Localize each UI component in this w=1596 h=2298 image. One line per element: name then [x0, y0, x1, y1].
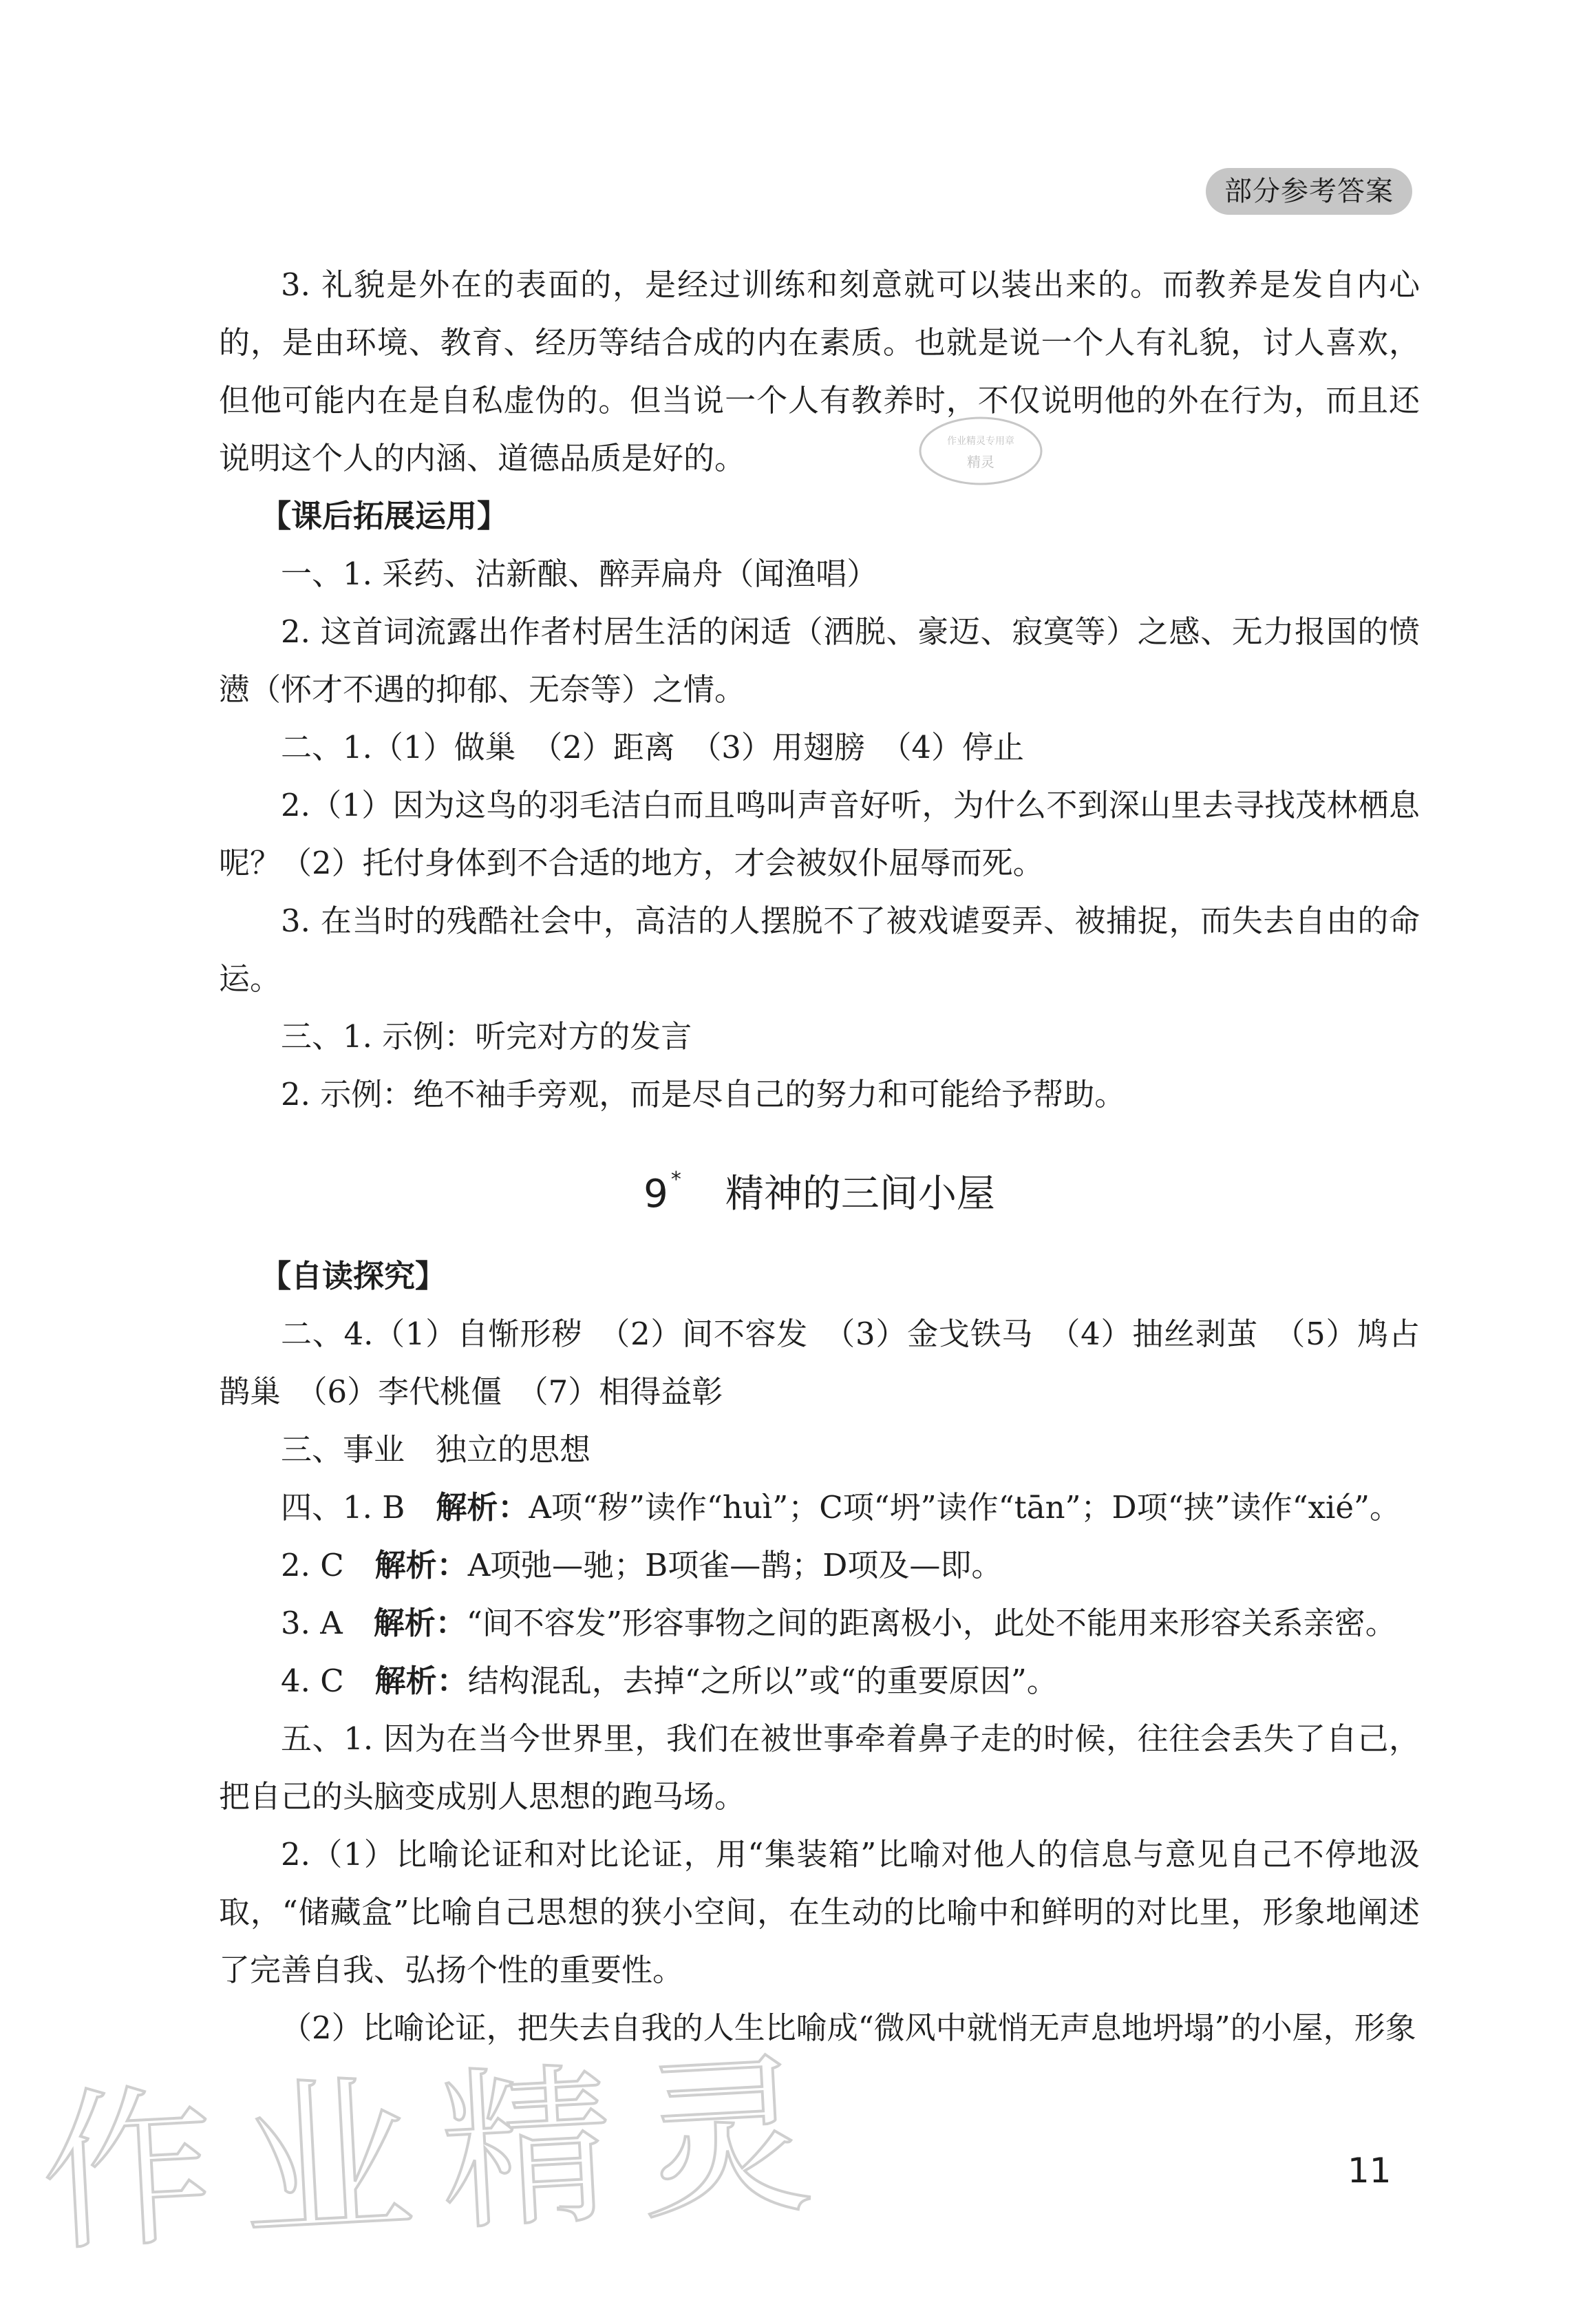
analysis-text: 结构混乱，去掉“之所以”或“的重要原因”。	[467, 1663, 1058, 1699]
lesson-number: 9	[643, 1172, 668, 1216]
answer-body	[219, 256, 1420, 2057]
analysis-label: 解析：	[373, 1605, 467, 1641]
extension-item: 2. 示例：绝不袖手旁观，而是尽自己的努力和可能给予帮助。	[281, 1076, 1126, 1113]
answer-prefix: 四、1. B	[281, 1489, 436, 1526]
stamp-line-1: 作业精灵专用章	[947, 436, 1014, 447]
answer-prefix: 2. C	[281, 1547, 375, 1583]
self-study-item: 三、事业 独立的思想	[281, 1431, 591, 1468]
self-study-item: 2.（1）比喻论证和对比论证，用“集装箱”比喻对他人的信息与意见自己不停地汲取，“储藏盒”比喻自己思想的狭小空间，在生动的比喻中和鲜明的对比里，形象地阐述了完善自我、弘扬个性的重要性。	[219, 1836, 1421, 1988]
extension-item: 三、1. 示例：听完对方的发言	[281, 1018, 692, 1055]
self-study-item	[219, 1537, 1420, 1594]
extension-item: 3. 在当时的残酷社会中，高洁的人摆脱不了被戏谑耍弄、被捕捉，而失去自由的命运。	[219, 903, 1420, 997]
self-study-item: 二、4.（1）自惭形秽 （2）间不容发 （3）金戈铁马 （4）抽丝剥茧 （5）鸠占鹊巢 （6）李代桃僵 （7）相得益彰	[219, 1316, 1420, 1410]
page-number: 11	[1348, 2151, 1392, 2191]
extension-item: 2.（1）因为这鸟的羽毛洁白而且鸣叫声音好听，为什么不到深山里去寻找茂林栖息呢？（2）托付身体到不合适的地方，才会被奴仆屈辱而死。	[219, 787, 1420, 881]
analysis-text: A项“秽”读作“huì”；C项“坍”读作“tān”；D项“挟”读作“xié”。	[529, 1489, 1401, 1526]
analysis-text: A项弛—驰；B项雀—鹊；D项及—即。	[467, 1547, 1003, 1583]
lesson-mark: *	[670, 1168, 681, 1192]
answer-paragraph: 3. 礼貌是外在的表面的，是经过训练和刻意就可以装出来的。而教养是发自内心的，是由环境、教育、经历等结合成的内在素质。也就是说一个人有礼貌，讨人喜欢，但他可能内在是自私虚伪的。但当说一个人有教养时，不仅说明他的外在行为，而且还说明这个人的内涵、道德品质是好的。	[219, 266, 1420, 476]
lesson-name: 精神的三间小屋	[725, 1172, 995, 1216]
answer-prefix: 4. C	[281, 1663, 375, 1699]
analysis-label: 解析：	[374, 1663, 468, 1699]
stamp-line-2: 精灵	[967, 454, 994, 470]
self-study-item: （2）比喻论证，把失去自我的人生比喻成“微风中就悄无声息地坍塌”的小屋，形象	[281, 2010, 1416, 2046]
analysis-label: 解析：	[436, 1489, 529, 1526]
extension-item: 二、1.（1）做巢 （2）距离 （3）用翅膀 （4）停止	[281, 729, 1024, 766]
analysis-label: 解析：	[374, 1547, 468, 1583]
extension-heading: 【课后拓展运用】	[260, 498, 509, 534]
section-tab: 部分参考答案	[1206, 168, 1412, 215]
extension-item: 2. 这首词流露出作者村居生活的闲适（洒脱、豪迈、寂寞等）之感、无力报国的愤懑（怀才不遇的抑郁、无奈等）之情。	[219, 613, 1420, 708]
extension-item: 一、1. 采药、沽新酿、醉弄扁舟（闻渔唱）	[281, 556, 878, 592]
analysis-text: “间不容发”形容事物之间的距离极小，此处不能用来形容关系亲密。	[466, 1605, 1396, 1641]
answer-prefix: 3. A	[281, 1605, 374, 1641]
self-study-item	[219, 1594, 1420, 1652]
self-study-heading: 【自读探究】	[260, 1258, 447, 1294]
lesson-title	[219, 1124, 1420, 1247]
self-study-item	[219, 1479, 1420, 1537]
self-study-item: 五、1. 因为在当今世界里，我们在被世事牵着鼻子走的时候，往往会丢失了自己，把自己的头脑变成别人思想的跑马场。	[219, 1720, 1420, 1815]
watermark: 作业精灵	[36, 2033, 844, 2276]
self-study-item	[219, 1652, 1420, 1710]
